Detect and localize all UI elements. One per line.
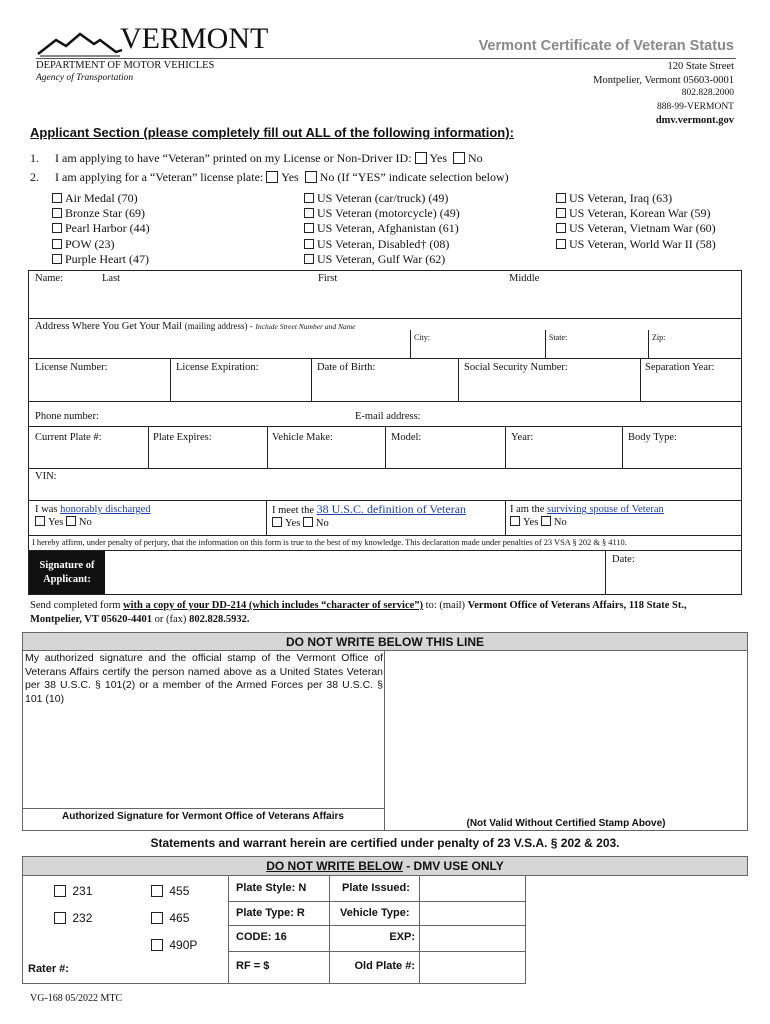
last-name-label: Last [102, 273, 121, 284]
plate-options-col2 [304, 191, 460, 267]
send-instructions: Send completed form with a copy of your DD-214 (which includes “character of service”) to: (mail) Vermont Office of Veterans Affairs, 118 State St., Montpelier, VT 05620-4401 or (fax) 802.828.5932. [30, 600, 687, 625]
ssn-label: Social Security Number: [464, 362, 568, 373]
spouse-yes-checkbox[interactable] [510, 516, 520, 526]
stamp-caption: (Not Valid Without Certified Stamp Above) [466, 818, 666, 829]
dmv-use-banner: DO NOT WRITE BELOW - DMV USE ONLY [22, 856, 748, 876]
plate-options-col1 [52, 191, 150, 267]
vehicle-make-label: Vehicle Make: [272, 432, 333, 443]
vin-label: VIN: [35, 471, 57, 482]
honorably-discharged-link[interactable]: honorably discharged [60, 504, 151, 515]
phone-label: Phone number: [35, 411, 99, 422]
plate-expires-label: Plate Expires: [153, 432, 212, 443]
state-label: State: [549, 333, 568, 342]
certification-text: My authorized signature and the official stamp of the Vermont Office of Veterans Affairs certify the person named above as a United States Veteran per 38 U.S.C. § 101(2) or a member of the Armed Forces per 38 U.S.C. § 101 (10) [25, 652, 383, 705]
date-label: Date: [612, 554, 635, 565]
q2-no-checkbox[interactable] [305, 171, 317, 183]
usc-definition-link[interactable]: 38 U.S.C. definition of Veteran [316, 502, 467, 516]
plate-option[interactable]: US Veteran, Iraq (63) [556, 191, 716, 206]
dept-name: DEPARTMENT OF MOTOR VEHICLES [36, 60, 215, 71]
stamp-area[interactable] [386, 652, 746, 812]
plate-option[interactable]: US Veteran (car/truck) (49) [304, 191, 460, 206]
first-name-label: First [318, 273, 338, 284]
honorable-discharge-cell: I was honorably discharged Yes No [35, 504, 151, 528]
plate-option[interactable]: US Veteran, Gulf War (62) [304, 252, 460, 267]
address-field[interactable] [30, 334, 408, 356]
plate-option[interactable]: Pearl Harbor (44) [52, 221, 150, 236]
current-plate-label: Current Plate #: [35, 432, 102, 443]
email-label: E-mail address: [355, 411, 421, 422]
address-city: Montpelier, Vermont 05603-0001 [593, 74, 734, 86]
address-note: (mailing address) - [184, 321, 253, 331]
affirmation-text: I hereby affirm, under penalty of perjury, that the information on this form is true to the best of my knowledge. This declaration made under penalties of 23 VSA § 202 & § 4110. [32, 538, 627, 547]
signature-label-box: Signature of Applicant: [29, 551, 105, 594]
q2-text: I am applying for a “Veteran” license plate: [55, 170, 264, 184]
plate-option[interactable]: Bronze Star (69) [52, 206, 150, 221]
old-plate-label: Old Plate #: [354, 960, 415, 972]
year-label: Year: [511, 432, 534, 443]
q2-yes-label: Yes [281, 170, 299, 184]
phone-tollfree: 888-99-VERMONT [656, 101, 734, 112]
do-not-write-banner: DO NOT WRITE BELOW THIS LINE [22, 632, 748, 651]
logo-wordmark: VERMONT [120, 22, 269, 55]
mountain-logo-icon [36, 28, 126, 58]
definition-yes-checkbox[interactable] [272, 517, 282, 527]
vermont-logo [36, 22, 269, 58]
plate-option[interactable]: US Veteran, Korean War (59) [556, 206, 716, 221]
name-label: Name: [35, 273, 63, 284]
q1-no-checkbox[interactable] [453, 152, 465, 164]
body-type-label: Body Type: [628, 432, 677, 443]
address-title: Address Where You Get Your Mail [35, 321, 183, 332]
q2-yes-checkbox[interactable] [266, 171, 278, 183]
q1-text: I am applying to have “Veteran” printed on my License or Non-Driver ID: [55, 151, 412, 165]
plate-option[interactable]: US Veteran (motorcycle) (49) [304, 206, 460, 221]
code-label: CODE: 16 [236, 931, 287, 943]
q1-yes-checkbox[interactable] [415, 152, 427, 164]
dmv-code-232[interactable]: 232 [54, 911, 92, 925]
address-hint: Include Street Number and Name [255, 322, 356, 331]
plate-issued-label: Plate Issued: [342, 882, 410, 894]
plate-option[interactable]: POW (23) [52, 237, 150, 252]
dmv-code-231[interactable]: 231 [54, 884, 92, 898]
plate-option[interactable]: Air Medal (70) [52, 191, 150, 206]
dmv-code-455[interactable]: 455 [151, 884, 189, 898]
agency-name: Agency of Transportation [36, 73, 134, 83]
question-1 [30, 151, 483, 166]
name-field[interactable] [30, 286, 740, 318]
q1-yes-label: Yes [429, 151, 448, 165]
q2-no-label: No (If “YES” indicate selection below) [319, 170, 509, 184]
applicant-signature-field[interactable] [106, 551, 604, 594]
form-number: VG-168 05/2022 MTC [30, 993, 123, 1004]
vehicle-type-label: Vehicle Type: [340, 907, 410, 919]
q1-no-label: No [468, 151, 483, 165]
surviving-spouse-link[interactable]: surviving spouse of Veteran [547, 504, 664, 515]
office-signature-field[interactable] [24, 720, 382, 808]
middle-name-label: Middle [509, 273, 540, 284]
address-label [35, 321, 355, 332]
plate-option[interactable]: US Veteran, Afghanistan (61) [304, 221, 460, 236]
rater-label: Rater #: [28, 963, 69, 975]
discharge-yes-checkbox[interactable] [35, 516, 45, 526]
model-label: Model: [391, 432, 422, 443]
plate-option[interactable]: US Veteran, Disabled† (08) [304, 237, 460, 252]
phone-main: 802.828.2000 [681, 88, 734, 98]
form-title: Vermont Certificate of Veteran Status [478, 38, 734, 54]
dmv-code-490p[interactable]: 490P [151, 938, 197, 952]
plate-type-label: Plate Type: R [236, 907, 305, 919]
exp-label: EXP: [389, 931, 415, 943]
q1-number: 1. [30, 151, 39, 165]
discharge-no-checkbox[interactable] [66, 516, 76, 526]
zip-label: Zip: [652, 333, 666, 342]
separation-year-label: Separation Year: [645, 362, 715, 373]
dob-label: Date of Birth: [317, 362, 376, 373]
city-label: City: [414, 333, 431, 342]
spouse-no-checkbox[interactable] [541, 516, 551, 526]
license-number-label: License Number: [35, 362, 108, 373]
surviving-spouse-cell: I am the surviving spouse of Veteran Yes No [510, 504, 664, 528]
q2-number: 2. [30, 170, 39, 184]
plate-option[interactable]: Purple Heart (47) [52, 252, 150, 267]
address-street: 120 State Street [667, 61, 734, 72]
website[interactable]: dmv.vermont.gov [655, 115, 734, 126]
license-expiration-label: License Expiration: [176, 362, 259, 373]
plate-options-col3 [556, 191, 716, 252]
rf-label: RF = $ [236, 960, 270, 972]
authorized-signature-caption: Authorized Signature for Vermont Office of Veterans Affairs [62, 811, 344, 822]
plate-option[interactable]: US Veteran, World War II (58) [556, 237, 716, 252]
section-title: Applicant Section (please completely fill out ALL of the following information): [30, 125, 514, 140]
plate-style-label: Plate Style: N [236, 882, 307, 894]
penalty-statement: Statements and warrant herein are certified under penalty of 23 V.S.A. § 202 & 203. [150, 836, 620, 850]
question-2 [30, 170, 509, 185]
definition-no-checkbox[interactable] [303, 517, 313, 527]
header-address [440, 60, 734, 128]
plate-option[interactable]: US Veteran, Vietnam War (60) [556, 221, 716, 236]
dmv-code-465[interactable]: 465 [151, 911, 189, 925]
veteran-definition-cell: I meet the 38 U.S.C. definition of Veteran Yes No [272, 502, 467, 529]
